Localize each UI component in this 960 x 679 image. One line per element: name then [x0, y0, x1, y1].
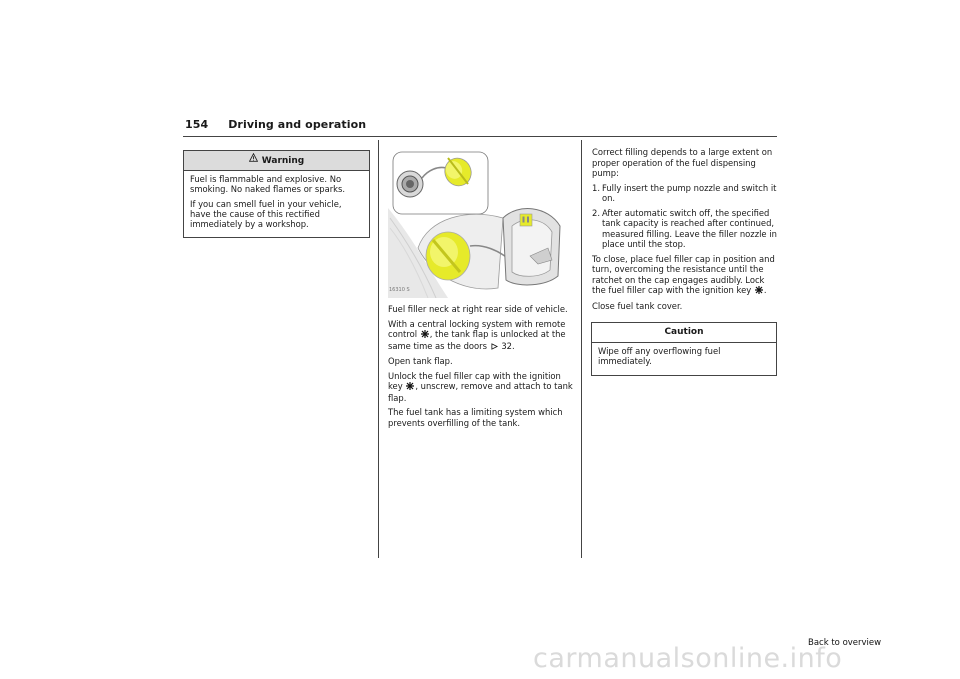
section-title: Driving and operation: [228, 118, 367, 131]
step-text: Fully insert the pump nozzle and switch it on.: [602, 182, 777, 203]
warning-triangle-icon: [249, 151, 258, 170]
middle-paragraph-5: The fuel tank has a limiting system which prevents overfilling of the tank.: [388, 407, 563, 428]
figure-code: 16310 S: [389, 287, 410, 293]
list-item-step-1: [592, 183, 778, 204]
middle-paragraph-4-text-b: , unscrew, remove and attach to tank flap.: [388, 381, 573, 403]
middle-paragraph-2-text-b: , the tank flap is unlocked at the same time as the doors: [388, 329, 566, 351]
key-symbol-icon: [421, 330, 429, 341]
middle-paragraph-3: Open tank flap.: [388, 356, 453, 366]
fuel-filler-illustration: [388, 148, 578, 298]
header-rule: [183, 136, 777, 137]
warning-box: [183, 150, 370, 238]
right-close-text-a: To close, place fuel filler cap in position and turn, overcoming the resistance until the ratchet on the cap engages audibly. Lock the fuel filler cap with the ignition key: [592, 253, 775, 295]
list-item-step-2: [592, 208, 778, 250]
caution-box: [591, 322, 777, 376]
column-divider-right: [581, 140, 582, 558]
back-to-overview-link[interactable]: Back to overview: [808, 638, 882, 648]
middle-paragraph-4: [388, 371, 575, 404]
page-header: [185, 118, 366, 131]
middle-paragraph-2-text-a: With a central locking system with remote control: [388, 318, 566, 339]
warning-text-1: Fuel is flammable and explosive. No smoking. No naked flames or sparks.: [190, 174, 346, 195]
middle-paragraph-4-text-a: Unlock the fuel filler cap with the ignition key: [388, 370, 561, 391]
step-number: 2.: [592, 207, 600, 218]
page-reference-icon: [491, 342, 498, 353]
step-text: After automatic switch off, the specified tank capacity is reached after continued, measured filling. Leave the filler nozzle in place until the stop.: [602, 207, 777, 249]
middle-column: [388, 304, 575, 432]
key-symbol-icon: [406, 382, 414, 393]
right-intro: Correct filling depends to a large extent on proper operation of the fuel dispensing pump:: [592, 147, 773, 178]
right-close-text-b: .: [763, 285, 767, 295]
right-close-paragraph: [592, 254, 778, 297]
warning-title: Warning: [261, 156, 305, 166]
middle-paragraph-1: Fuel filler neck at right rear side of vehicle.: [388, 304, 568, 314]
caution-body: [592, 343, 776, 375]
warning-header: [184, 151, 369, 171]
page-reference-link[interactable]: 32.: [501, 340, 515, 351]
middle-paragraph-2: [388, 319, 575, 353]
right-close-cover: Close fuel tank cover.: [592, 300, 683, 311]
right-column: [592, 147, 778, 315]
key-symbol-icon: [755, 286, 763, 297]
watermark: carmanualsonline.info: [533, 643, 843, 674]
warning-text-2: If you can smell fuel in your vehicle, have the cause of this rectified immediately by a workshop.: [190, 198, 342, 230]
column-divider-left: [378, 140, 379, 558]
page-number: 154: [185, 118, 209, 131]
step-number: 1.: [592, 182, 600, 193]
warning-body: [184, 171, 369, 237]
caution-header: Caution: [592, 323, 776, 343]
caution-text: Wipe off any overflowing fuel immediately.: [598, 346, 721, 367]
